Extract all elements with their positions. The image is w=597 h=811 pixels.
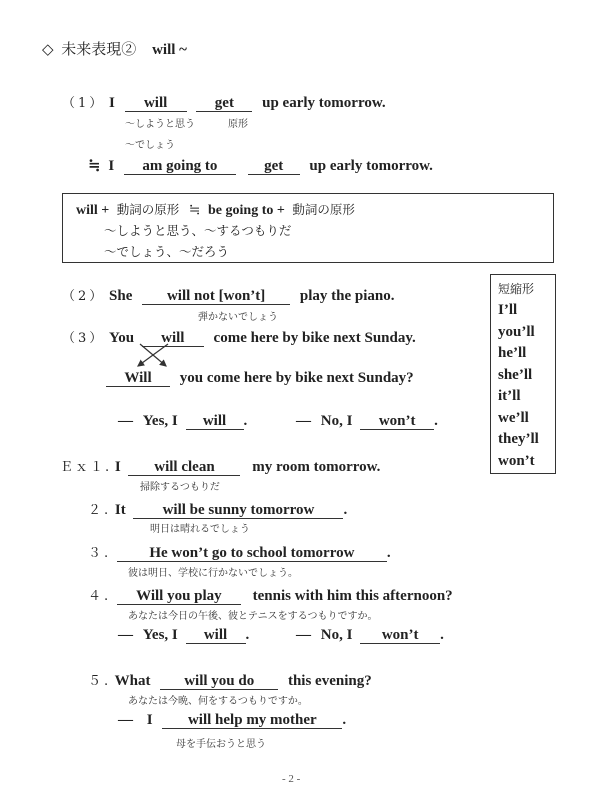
q3-blank-2: Will	[106, 371, 170, 387]
q3-blank-4: won’t	[360, 414, 434, 430]
ex1-blank: will clean	[128, 460, 240, 476]
q1-equiv-sentence: ≒ I am going to get up early tomorrow.	[88, 158, 433, 174]
q1-blank-3: am going to	[124, 159, 236, 175]
ex4-yes-answer: — Yes, I will .	[118, 627, 250, 643]
contraction-item: she’ll	[498, 366, 533, 383]
rule-line-3: ～でしょう、～だろう	[104, 244, 230, 259]
q3-blank-1: will	[142, 331, 204, 347]
contractions-title: 短縮形	[498, 282, 535, 296]
contraction-item: won’t	[498, 452, 535, 469]
q3-no-answer: — No, I won’t .	[296, 413, 438, 429]
ex2-sentence: ２. It will be sunny tomorrow .	[88, 502, 348, 518]
ex4-note: あなたは今日の午後、彼とテニスをするつもりですか。	[128, 611, 378, 622]
ex2-note: 明日は晴れるでしょう	[150, 524, 250, 535]
q1-blank-1: will	[125, 96, 187, 112]
title-en: will ~	[152, 42, 187, 58]
q1-blank-4: get	[248, 159, 300, 175]
contraction-item: it’ll	[498, 388, 521, 404]
diamond-icon: ◇	[42, 42, 54, 58]
ex4-no-answer: — No, I won’t .	[296, 627, 444, 643]
q3-question: Will you come here by bike next Sunday?	[106, 370, 414, 387]
ex1-note: 掃除するつもりだ	[140, 482, 220, 493]
q1-note-2: ～でしょう	[125, 140, 175, 151]
q2-note: 弾かないでしょう	[198, 312, 278, 323]
ex5-blank-2: will help my mother	[162, 713, 342, 729]
ex4-blank-yes: will	[186, 628, 246, 644]
q3-sentence: （3） You will come here by bike next Sunday.	[62, 330, 416, 346]
ex3-blank: He won’t go to school tomorrow	[117, 546, 387, 562]
ex5-note: あなたは今晩、何をするつもりですか。	[128, 696, 308, 707]
ex5-answer: — I will help my mother .	[118, 712, 347, 728]
q1-note-1: ～しようと思う	[125, 119, 195, 130]
ex4-sentence: ４. Will you play tennis with him this afternoon?	[88, 588, 453, 604]
q2-blank: will not [won’t]	[142, 289, 290, 305]
q1-sentence: （1） I will get up early tomorrow.	[62, 95, 386, 111]
q3-yes-answer: — Yes, I will .	[118, 413, 248, 429]
ex4-blank: Will you play	[117, 589, 241, 605]
q3-blank-3: will	[186, 414, 244, 430]
contractions-box	[490, 274, 556, 474]
q1-note-base: 原形	[228, 119, 248, 130]
ex3-note: 彼は明日、学校に行かないでしょう。	[128, 568, 298, 579]
ex2-blank: will be sunny tomorrow	[133, 503, 343, 519]
rule-line-2: ～しようと思う、～するつもりだ	[104, 223, 292, 238]
ex5-sentence: ５. What will you do this evening?	[88, 673, 372, 689]
ex5-note-2: 母を手伝おうと思う	[176, 739, 266, 750]
q2-sentence: （2） She will not [won’t] play the piano.	[62, 288, 395, 304]
page-title	[42, 38, 187, 59]
q1-blank-2: get	[196, 96, 252, 112]
ex4-blank-no: won’t	[360, 628, 440, 644]
swap-arrows-icon	[128, 342, 178, 372]
contraction-item: they’ll	[498, 431, 539, 447]
contraction-item: he’ll	[498, 345, 527, 361]
contraction-item: you’ll	[498, 323, 535, 340]
rule-line-1: will + 動詞の原形 ≒ be going to + 動詞の原形	[76, 202, 355, 218]
page-number: - 2 -	[282, 773, 301, 785]
contraction-item: I’ll	[498, 302, 518, 318]
title-jp: 未来表現②	[61, 40, 137, 58]
ex5-blank: will you do	[160, 674, 278, 690]
ex1-sentence: Ｅｘ１. I will clean my room tomorrow.	[60, 459, 381, 475]
ex3-sentence: ３. He won’t go to school tomorrow .	[88, 545, 391, 561]
contraction-item: we’ll	[498, 409, 529, 426]
